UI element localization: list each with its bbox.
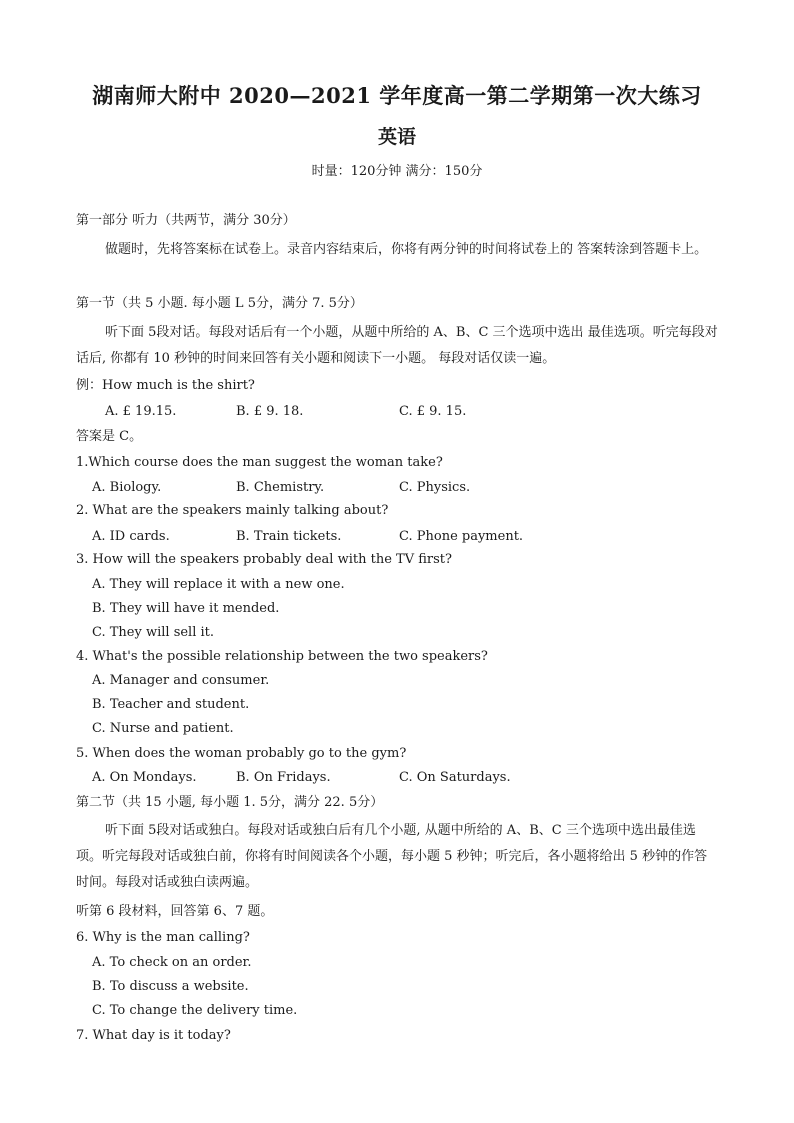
question-7: 7. What day is it today? bbox=[76, 1028, 231, 1043]
question-5: 5. When does the woman probably go to the gym? bbox=[76, 746, 407, 761]
q6-option-a: A. To check on an order. bbox=[92, 955, 252, 970]
example-option-b: B. £ 9. 18. bbox=[236, 404, 304, 419]
subject-title: 英语 bbox=[377, 126, 416, 148]
part1-heading: 第一部分 听力（共两节，满分 30分） bbox=[76, 213, 296, 228]
section1-instruction: 听下面 5段对话。每段对话后有一个小题，从题中所给的 A、B、C 三个选项中选出 最佳选项。听完每段对话后, 你都有 10 秒钟的时间来回答有关小题和阅读下一小题。 每段对话仅读一遍。 bbox=[76, 325, 718, 366]
exam-meta: 时量：120分钟 满分：150分 bbox=[311, 164, 483, 179]
q1-option-b: B. Chemistry. bbox=[236, 480, 325, 495]
question-6: 6. Why is the man calling? bbox=[76, 930, 250, 945]
q4-option-a: A. Manager and consumer. bbox=[92, 673, 270, 688]
exam-title: 湖南师大附中 2020—2021 学年度高一第二学期第一次大练习 bbox=[92, 83, 702, 108]
q6-option-c: C. To change the delivery time. bbox=[92, 1003, 298, 1018]
part1-instruction: 做题时，先将答案标在试卷上。录音内容结束后，你将有两分钟的时间将试卷上的 答案转涂到答题卡上。 bbox=[105, 242, 708, 257]
example-question: 例：How much is the shirt? bbox=[76, 378, 255, 393]
q3-option-a: A. They will replace it with a new one. bbox=[92, 577, 345, 592]
question-4: 4. What's the possible relationship between the two speakers? bbox=[76, 649, 488, 664]
q1-option-a: A. Biology. bbox=[92, 480, 162, 495]
q5-option-a: A. On Mondays. bbox=[92, 770, 197, 785]
q1-option-c: C. Physics. bbox=[399, 480, 471, 495]
q2-option-c: C. Phone payment. bbox=[399, 529, 524, 544]
question-1: 1.Which course does the man suggest the woman take? bbox=[76, 455, 443, 470]
example-answer: 答案是 C。 bbox=[76, 429, 143, 444]
q5-option-b: B. On Fridays. bbox=[236, 770, 331, 785]
q2-option-b: B. Train tickets. bbox=[236, 529, 342, 544]
example-option-a: A. £ 19.15. bbox=[105, 404, 177, 419]
question-2: 2. What are the speakers mainly talking about? bbox=[76, 503, 389, 518]
section2-instruction: 听下面 5段对话或独白。每段对话或独白后有几个小题, 从题中所给的 A、B、C 三个选项中选出最佳选项。听完每段对话或独白前，你将有时间阅读各个小题，每小题 5 秒钟；听完后，各小题将给出 5 秒钟的作答时间。每段对话或独白读两遍。 bbox=[76, 823, 708, 890]
q4-option-b: B. Teacher and student. bbox=[92, 697, 250, 712]
q3-option-b: B. They will have it mended. bbox=[92, 601, 280, 616]
q2-option-a: A. ID cards. bbox=[92, 529, 170, 544]
question-3: 3. How will the speakers probably deal with the TV first? bbox=[76, 552, 452, 567]
section1-heading: 第一节（共 5 小题. 每小题 L 5分，满分 7. 5分） bbox=[76, 296, 363, 311]
section2-heading: 第二节（共 15 小题, 每小题 1. 5分，满分 22. 5分） bbox=[76, 795, 384, 810]
q4-option-c: C. Nurse and patient. bbox=[92, 721, 234, 736]
q6-option-b: B. To discuss a website. bbox=[92, 979, 249, 994]
example-option-c: C. £ 9. 15. bbox=[399, 404, 467, 419]
material-6-note: 听第 6 段材料，回答第 6、7 题。 bbox=[76, 904, 274, 919]
q3-option-c: C. They will sell it. bbox=[92, 625, 215, 640]
q5-option-c: C. On Saturdays. bbox=[399, 770, 511, 785]
